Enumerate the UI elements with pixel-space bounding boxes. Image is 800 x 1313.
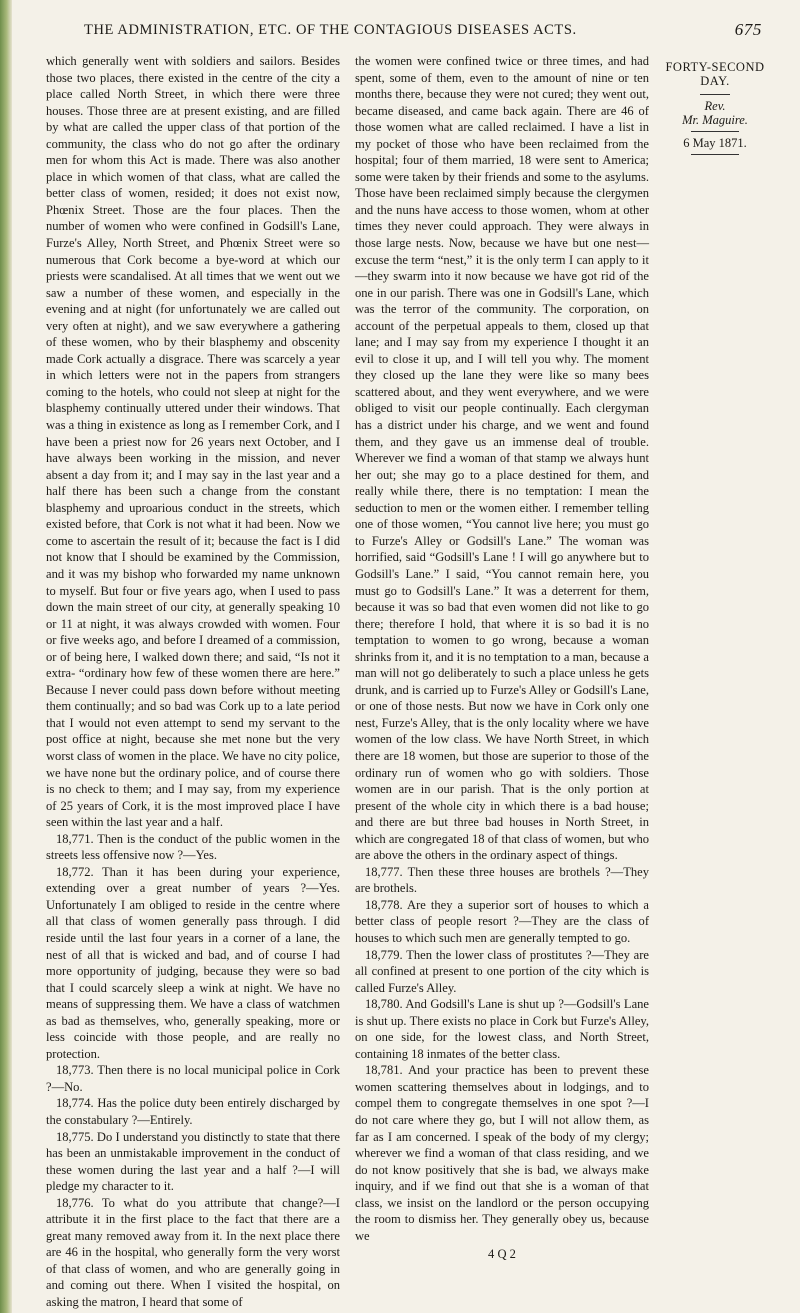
page-binding-edge bbox=[0, 0, 12, 1313]
paragraph: 18,774. Has the police duty been entirely discharged by the constabulary ?—Entirely. bbox=[46, 1096, 340, 1127]
margin-rule bbox=[700, 94, 730, 95]
witness-name: Mr. Maguire. bbox=[682, 113, 748, 127]
paragraph: 18,775. Do I understand you distinctly to state that there has been an unmistakable improvement in the conduct of these women during the last year and a half ?—I will pledge my character to it. bbox=[46, 1129, 340, 1194]
paragraph: 18,781. And your practice has been to prevent these women scattering themselves about in lodgings, and to compel them to congregate themselves in one spot ?—I do not care where they go, but I will not allow them, as far as I am concerned. I speak of the body of my clergy; wherever we find a woman of that class residing, and we do not know positively that she is bad, we always make inquiry, and if we find out that she is a woman of that class, we insist on the landlord or the person occupying the room to dismiss her. They generally obey us, because we bbox=[355, 1063, 649, 1243]
paragraph: 18,778. Are they a superior sort of houses to which a better class of people resort ?—They are the class of houses to which such men are generally tempted to go. bbox=[355, 897, 649, 945]
running-header bbox=[40, 20, 762, 42]
paragraph: 18,773. Then there is no local municipal police in Cork ?—No. bbox=[46, 1063, 340, 1094]
running-title: THE ADMINISTRATION, ETC. OF THE CONTAGIOUS DISEASES ACTS. bbox=[84, 22, 577, 38]
signature-mark: 4 Q 2 bbox=[488, 1247, 516, 1262]
margin-rule bbox=[691, 131, 739, 132]
page-number: 675 bbox=[734, 20, 762, 39]
paragraph: 18,772. Than it has been during your experience, extending over a great number of years ?—Yes. Unfortunately I am obliged to reside in the centre where all that class of women generally pass through. I did reside until the last four years in a corner of a lane, the nest of all that is wicked and bad, and of course I had more opportunity of judging, because they were so bad that I could scarcely sleep a wink at night. We have no means of suppressing them. We have a class of watchmen as bad as themselves, who, generally speaking, more or less coincide with those people, and are really no protection. bbox=[46, 864, 340, 1061]
paragraph: 18,780. And Godsill's Lane is shut up ?—Godsill's Lane is shut up. There exists no place in Cork but Furze's Alley, on one side, for the lowest class, and North Street, containing 18 inmates of the better class. bbox=[355, 997, 649, 1061]
left-column bbox=[46, 53, 340, 1311]
witness-title: Rev. bbox=[704, 99, 726, 113]
day-label: FORTY-SECOND DAY. bbox=[665, 60, 765, 88]
right-column bbox=[355, 53, 649, 1263]
paragraph: 18,776. To what do you attribute that change?—I attribute it in the first place to the fact that there are a great many removed away from it. In the next place there are 46 in the hospital, who generally form the very worst of that class of women, and who are generally going in and coming out there. When I visited the hospital, on asking the matron, I heard that some of bbox=[46, 1195, 340, 1310]
paragraph: 18,777. Then these three houses are brothels ?—They are brothels. bbox=[355, 864, 649, 896]
session-date: 6 May 1871. bbox=[683, 136, 747, 150]
paragraph: 18,771. Then is the conduct of the public women in the streets less offensive now ?—Yes. bbox=[46, 831, 340, 863]
paragraph: the women were confined twice or three times, and had spent, some of them, even to the amount of nine or ten months there, because they were not cured; they went out, became diseased, and came back again. There are 46 of those women what are called reclaimed. I have a list in my pocket of those who have been reclaimed from the hospital; four of them married, 18 were sent to America; some were taken by their friends and some to the asylums. Those have been reclaimed simply because the clergymen and the nuns have access to those women, whom at other times they never could approach. They were always in those large nests. Now, because we have but one nest—excuse the term “nest,” it is the only term I can apply to it—they swarm into it now because we have got rid of the one in our parish. There was one in Godsill's Lane, which was the terror of the community. The corporation, on account of the perpetual appeals to them, closed up that lane; and I may say from my experience I thought it an evil to close it up, and I will tell you why. The moment they closed up the lane they were like so many bees scattered about, and they went everywhere, and we were obliged to visit our people continually. Each clergyman has a district under his charge, and we went and found them, and they gave us an immense deal of trouble. Wherever we find a woman of that stamp we always hunt her out; she may go to a place destined for them, and really while there, there is no temptation: I mean the seduction to men or the women either. I remember telling one of those women, “You cannot live here; you must go to Furze's Alley or Godsill's Lane.” The woman was horrified, said “Godsill's Lane ! I will go anywhere but to Godsill's Lane.” I said, “You cannot remain here, you must go to Godsill's Lane.” It was a deterrent for them, because it was so bad that even women did not like to go there; therefore I hold, that where it is so bad it is no temptation to women to go wrong, because a woman shrinks from it, and it is no temptation to a man, because a man will not go deliberately to such a place unless he gets drunk, and is carried up to Furze's Alley or Godsill's Lane, or one of those nests. But now we have in Cork only one nest, Furze's Alley, that is the only locality where we have women of the low class. We have North Street, in which there are 18 women, but those are superior to those of the ordinary run of women who go with soldiers. Those women are in our parish. That is the only portion at present of the whole city in which there is a bad house; and there are but three bad houses in North Street, in which are congregated 18 of that class of women, but who are above the others in the ordinary aspect of things. bbox=[355, 54, 649, 863]
paragraph: 18,779. Then the lower class of prostitutes ?—They are all confined at present to one portion of the city which is called Furze's Alley. bbox=[355, 947, 649, 995]
paragraph: which generally went with soldiers and sailors. Besides those two places, there existed in the centre of the city a place called North Street, in which there were three houses. Those three are at present existing, and are filled by what are called the upper class of that portion of the community, the class who do not go after the ordinary men for whom this Act is made. There was also another place in which women of that class, what are called the better class of women, resided; it does not exist now, Phœnix Street. Those are the four places. Then the number of women who were confined in Godsill's Lane, Furze's Alley, North Street, and Phœnix Street were so numerous that Cork become a bye-word at which our priests were scandalised. At all times that we went out we saw a number of these women, and especially in the evening and at night (for unfortunately we are called out very often at night), and we saw everywhere a gathering of these women, who by their blasphemy and obscenity made Cork actually a disgrace. There was scarcely a year in which letters were not in the papers from strangers coming to the hotels, who could not sleep at night for the blasphemy continually uttered under their windows. That was a thing in existence as long as I remember Cork, and I have been a priest now for 26 years next October, and I have always been working in the mission, and never absent a day from it; and I may say in the last year and a half there has been such a change from the constant blasphemy and uproarious conduct in the streets, which existed before, that Cork is not what it had been. Now we come to ascertain the result of it; because the fact is I did not know that I should be examined by the Commission, and it was my bishop who forwarded my name unknown to myself. But four or five years ago, when I used to pass down the main street of our city, at generally speaking 10 or 11 at night, it was always crowded with women. Four or five weeks ago, and before I dreamed of a commission, or of being here, I walked down there; and said, “Is not it extra- “ordinary how few of these women there are here.” Because I never could pass down before without meeting them continually; and so bad was Cork up to a late period that I would not even attempt to send my servant to the post office at night, because she met none but the very worst class of women in the place. We have no city police, we have none but the ordinary police, and of course there is no check to them; and I may say, from my experience of 25 years of Cork, it is the most improved place I have seen within the last year and a half. bbox=[46, 54, 340, 830]
margin-note bbox=[658, 60, 772, 159]
margin-rule bbox=[691, 154, 739, 155]
